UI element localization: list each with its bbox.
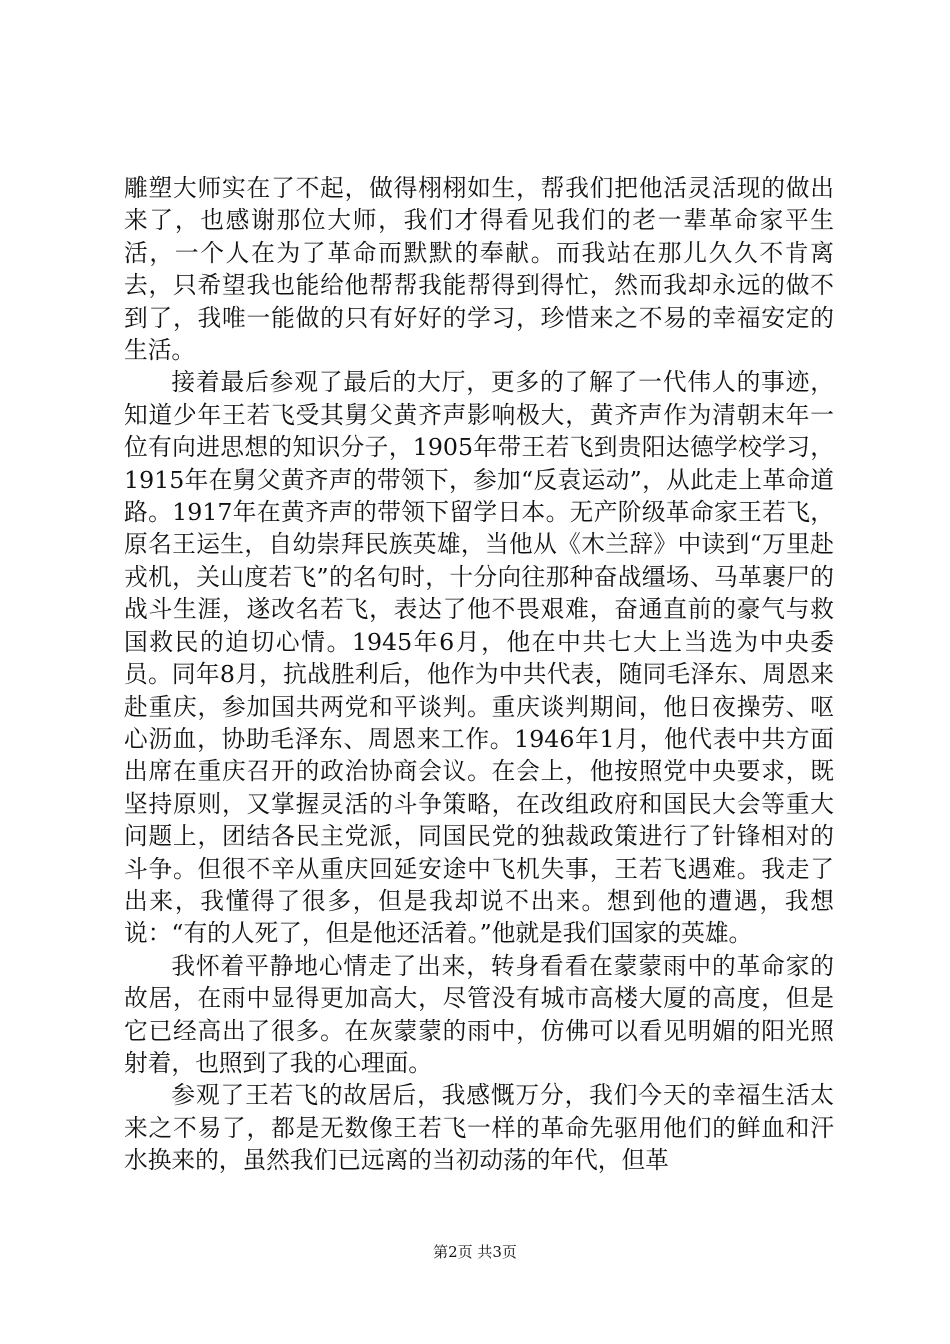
paragraph-3: 我怀着平静地心情走了出来，转身看看在蒙蒙雨中的革命家的故居，在雨中显得更加高大，尽管没有城市高楼大厦的高度，但是它已经高出了很多。在灰蒙蒙的雨中，仿佛可以看见明媚的阳光照射着，也照到了我的心理面。 — [124, 951, 834, 1077]
document-body — [124, 172, 834, 1177]
paragraph-4: 参观了王若飞的故居后，我感慨万分，我们今天的幸福生活太来之不易了，都是无数像王若飞一样的革命先驱用他们的鲜血和汗水换来的，虽然我们已远离的当初动荡的年代，但革 — [124, 1081, 834, 1175]
paragraph-1: 雕塑大师实在了不起，做得栩栩如生，帮我们把他活灵活现的做出来了，也感谢那位大师，我们才得看见我们的老一辈革命家平生活，一个人在为了革命而默默的奉献。而我站在那儿久久不肯离去，只希望我也能给他帮帮我能帮得到得忙，然而我却永远的做不到了，我唯一能做的只有好好的学习，珍惜来之不易的幸福安定的生活。 — [124, 174, 834, 365]
paragraph-2: 接着最后参观了最后的大厅，更多的了解了一代伟人的事迹，知道少年王若飞受其舅父黄齐声影响极大，黄齐声作为清朝末年一位有向进思想的知识分子，1905年带王若飞到贵阳达德学校学习，1915年在舅父黄齐声的带领下，参加“反袁运动”，从此走上革命道路。1917年在黄齐声的带领下留学日本。无产阶级革命家王若飞，原名王运生，自幼崇拜民族英雄，当他从《木兰辞》中读到“万里赴戎机，关山度若飞”的名句时，十分向往那种奋战缰场、马革裹尸的战斗生涯，遂改名若飞，表达了他不畏艰难，奋通直前的豪气与救国救民的迫切心情。1945年6月，他在中共七大上当选为中央委员。同年8月，抗战胜利后，他作为中共代表，随同毛泽东、周恩来赴重庆，参加国共两党和平谈判。重庆谈判期间，他日夜操劳、呕心沥血，协助毛泽东、周恩来工作。1946年1月，他代表中共方面出席在重庆召开的政治协商会议。在会上，他按照党中央要求，既坚持原则，又掌握灵活的斗争策略，在改组政府和国民大会等重大问题上，团结各民主党派，同国民党的独裁政策进行了针锋相对的斗争。但很不辛从重庆回延安途中飞机失事，王若飞遇难。我走了出来，我懂得了很多，但是我却说不出来。想到他的遭遇，我想说：“有的人死了，但是他还活着。”他就是我们国家的英雄。 — [124, 368, 834, 948]
page-number-footer: 第2页 共3页 — [433, 1243, 517, 1261]
